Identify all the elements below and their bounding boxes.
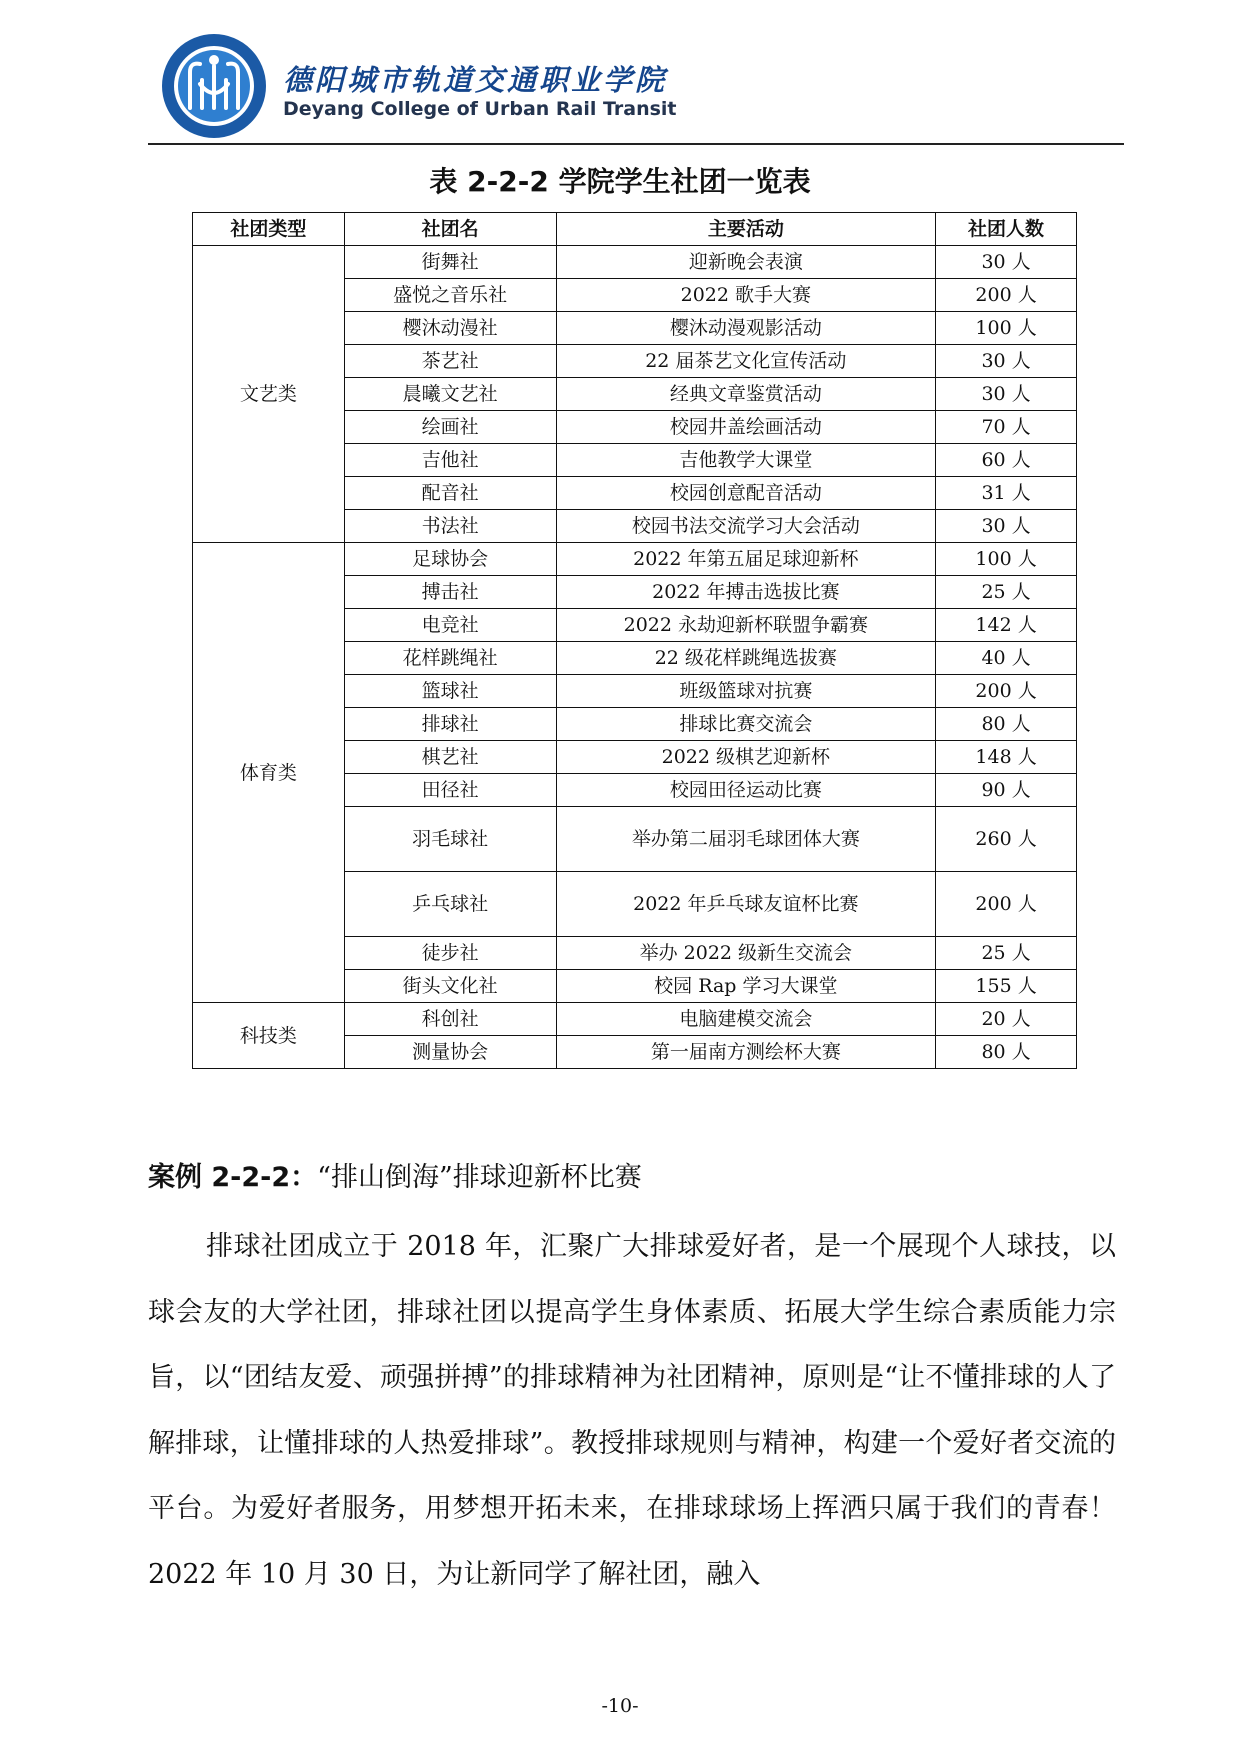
activity-cell: 举办第二届羽毛球团体大赛	[556, 807, 936, 872]
member-count-cell: 25 人	[936, 937, 1077, 970]
header-divider	[148, 143, 1124, 145]
member-count-cell: 30 人	[936, 510, 1077, 543]
club-name-cell: 书法社	[344, 510, 556, 543]
member-count-cell: 40 人	[936, 642, 1077, 675]
member-count-cell: 25 人	[936, 576, 1077, 609]
activity-cell: 2022 年乒乓球友谊杯比赛	[556, 872, 936, 937]
activity-cell: 2022 级棋艺迎新杯	[556, 741, 936, 774]
activity-cell: 校园井盖绘画活动	[556, 411, 936, 444]
member-count-cell: 148 人	[936, 741, 1077, 774]
member-count-cell: 142 人	[936, 609, 1077, 642]
activity-cell: 吉他教学大课堂	[556, 444, 936, 477]
member-count-cell: 30 人	[936, 378, 1077, 411]
club-name-cell: 樱沐动漫社	[344, 312, 556, 345]
page-header	[148, 30, 1124, 148]
column-header: 社团人数	[936, 213, 1077, 246]
activity-cell: 第一届南方测绘杯大赛	[556, 1036, 936, 1069]
activity-cell: 校园 Rap 学习大课堂	[556, 970, 936, 1003]
member-count-cell: 200 人	[936, 279, 1077, 312]
activity-cell: 电脑建模交流会	[556, 1003, 936, 1036]
column-header: 社团名	[344, 213, 556, 246]
club-name-cell: 晨曦文艺社	[344, 378, 556, 411]
member-count-cell: 90 人	[936, 774, 1077, 807]
club-name-cell: 测量协会	[344, 1036, 556, 1069]
activity-cell: 樱沐动漫观影活动	[556, 312, 936, 345]
category-cell: 体育类	[193, 543, 345, 1003]
club-name-cell: 电竞社	[344, 609, 556, 642]
club-name-cell: 羽毛球社	[344, 807, 556, 872]
club-name-cell: 配音社	[344, 477, 556, 510]
club-name-cell: 吉他社	[344, 444, 556, 477]
member-count-cell: 155 人	[936, 970, 1077, 1003]
page-number: -10-	[601, 1695, 639, 1717]
activity-cell: 2022 歌手大赛	[556, 279, 936, 312]
case-title: “排山倒海”排球迎新杯比赛	[317, 1162, 642, 1193]
activity-cell: 举办 2022 级新生交流会	[556, 937, 936, 970]
table-title: 表 2-2-2 学院学生社团一览表	[429, 165, 811, 198]
club-name-cell: 盛悦之音乐社	[344, 279, 556, 312]
body-paragraph: 排球社团成立于 2018 年，汇聚广大排球爱好者，是一个展现个人球技，以球会友的大学社团，排球社团以提高学生身体素质、拓展大学生综合素质能力宗旨，以“团结友爱、顽强拼搏”的排球精神为社团精神，原则是“让不懂排球的人了解排球，让懂排球的人热爱排球”。教授排球规则与精神，构建一个爱好者交流的平台。为爱好者服务，用梦想开拓未来，在排球球场上挥洒只属于我们的青春！2022 年 10 月 30 日，为让新同学了解社团，融入	[148, 1231, 1116, 1590]
club-name-cell: 乒乓球社	[344, 872, 556, 937]
member-count-cell: 30 人	[936, 345, 1077, 378]
member-count-cell: 80 人	[936, 708, 1077, 741]
college-logo-icon	[160, 32, 268, 140]
member-count-cell: 200 人	[936, 675, 1077, 708]
club-name-cell: 棋艺社	[344, 741, 556, 774]
activity-cell: 22 届茶艺文化宣传活动	[556, 345, 936, 378]
member-count-cell: 20 人	[936, 1003, 1077, 1036]
activity-cell: 校园书法交流学习大会活动	[556, 510, 936, 543]
school-name-cn: 德阳城市轨道交通职业学院	[283, 63, 668, 97]
activity-cell: 校园田径运动比赛	[556, 774, 936, 807]
club-table	[192, 212, 1077, 1069]
club-name-cell: 徒步社	[344, 937, 556, 970]
case-heading	[148, 1155, 642, 1194]
member-count-cell: 260 人	[936, 807, 1077, 872]
club-name-cell: 街舞社	[344, 246, 556, 279]
club-name-cell: 茶艺社	[344, 345, 556, 378]
member-count-cell: 100 人	[936, 312, 1077, 345]
member-count-cell: 70 人	[936, 411, 1077, 444]
activity-cell: 排球比赛交流会	[556, 708, 936, 741]
school-name-en: Deyang College of Urban Rail Transit	[283, 98, 677, 120]
member-count-cell: 30 人	[936, 246, 1077, 279]
table-row	[193, 1003, 1077, 1036]
member-count-cell: 100 人	[936, 543, 1077, 576]
activity-cell: 2022 永劫迎新杯联盟争霸赛	[556, 609, 936, 642]
case-label: 案例 2-2-2：	[148, 1162, 318, 1193]
activity-cell: 2022 年第五届足球迎新杯	[556, 543, 936, 576]
club-name-cell: 田径社	[344, 774, 556, 807]
category-cell: 文艺类	[193, 246, 345, 543]
club-name-cell: 绘画社	[344, 411, 556, 444]
member-count-cell: 31 人	[936, 477, 1077, 510]
club-name-cell: 排球社	[344, 708, 556, 741]
club-name-cell: 花样跳绳社	[344, 642, 556, 675]
activity-cell: 班级篮球对抗赛	[556, 675, 936, 708]
club-name-cell: 篮球社	[344, 675, 556, 708]
club-name-cell: 科创社	[344, 1003, 556, 1036]
table-row	[193, 543, 1077, 576]
table-header-row	[193, 213, 1077, 246]
activity-cell: 2022 年搏击选拔比赛	[556, 576, 936, 609]
club-name-cell: 足球协会	[344, 543, 556, 576]
member-count-cell: 60 人	[936, 444, 1077, 477]
club-name-cell: 街头文化社	[344, 970, 556, 1003]
table-row	[193, 246, 1077, 279]
activity-cell: 校园创意配音活动	[556, 477, 936, 510]
column-header: 社团类型	[193, 213, 345, 246]
member-count-cell: 80 人	[936, 1036, 1077, 1069]
club-name-cell: 搏击社	[344, 576, 556, 609]
activity-cell: 经典文章鉴赏活动	[556, 378, 936, 411]
member-count-cell: 200 人	[936, 872, 1077, 937]
activity-cell: 22 级花样跳绳选拔赛	[556, 642, 936, 675]
activity-cell: 迎新晚会表演	[556, 246, 936, 279]
column-header: 主要活动	[556, 213, 936, 246]
category-cell: 科技类	[193, 1003, 345, 1069]
club-table-body	[193, 246, 1077, 1069]
